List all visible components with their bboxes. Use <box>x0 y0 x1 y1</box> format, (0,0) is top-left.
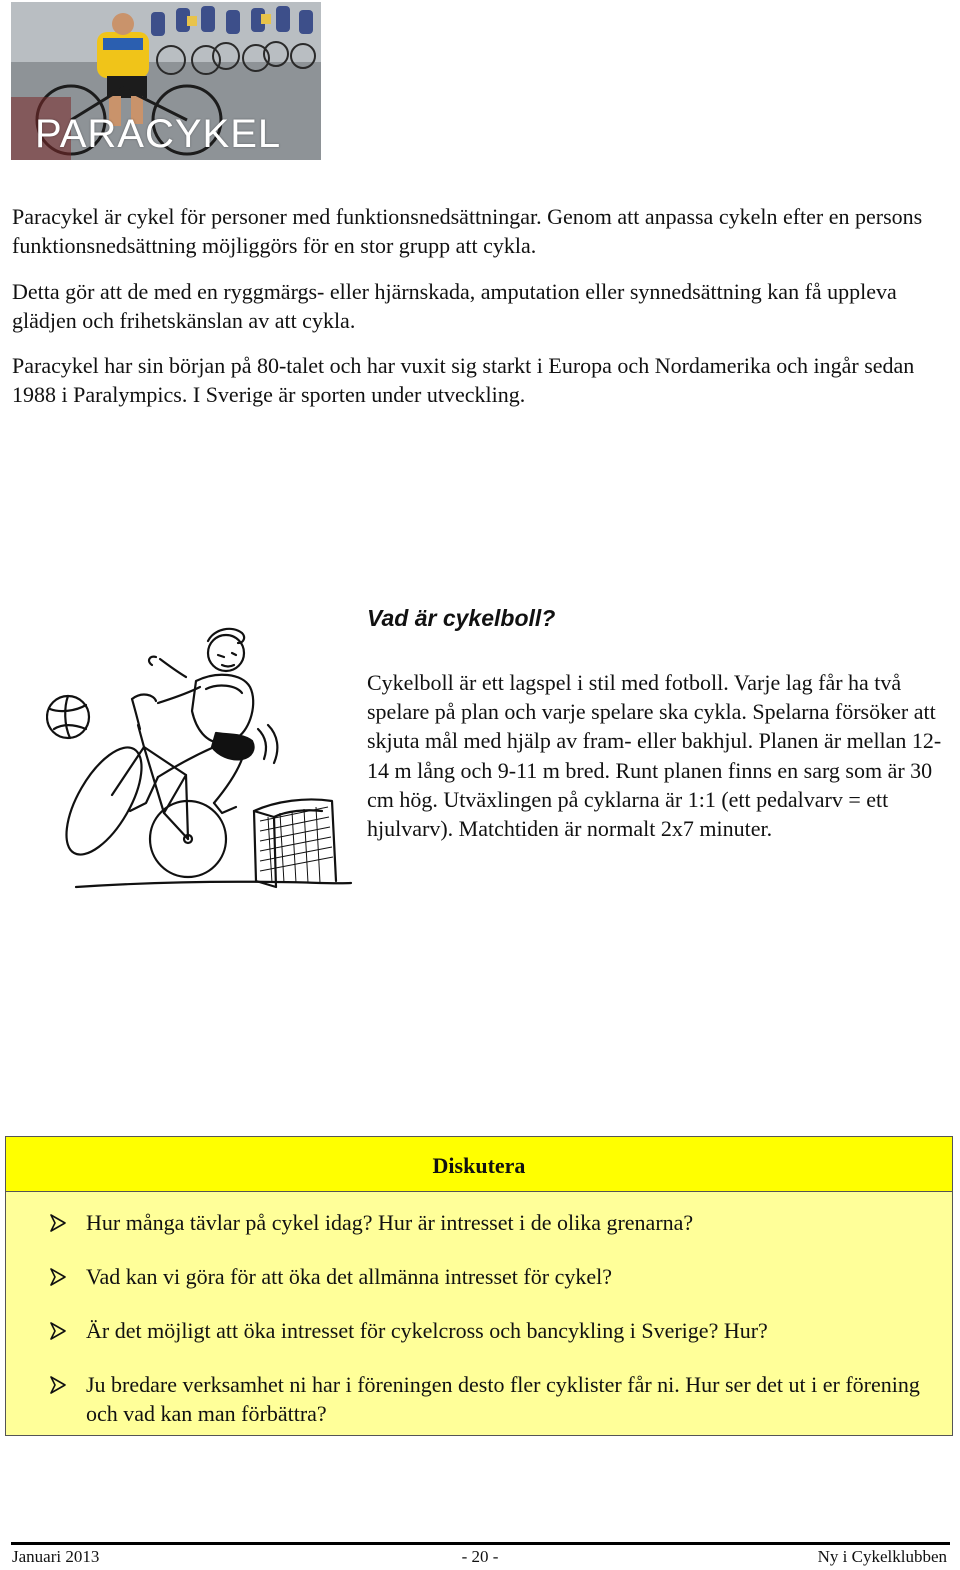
paracykel-logo-text: PARACYKEL <box>35 112 282 156</box>
discussion-box <box>5 1136 953 1436</box>
footer-publication-title: Ny i Cykelklubben <box>817 1547 947 1566</box>
discussion-question-1: Hur många tävlar på cykel idag? Hur är intresset i de olika grenarna? <box>86 1210 694 1235</box>
arrow-bullet-icon <box>50 1316 70 1345</box>
discussion-question-4: Ju bredare verksamhet ni har i föreningen desto fler cyklister får ni. Hur ser det ut i er förening och vad kan man förbättra? <box>86 1372 920 1426</box>
arrow-bullet-icon <box>50 1262 70 1291</box>
footer-divider <box>11 1542 950 1545</box>
discussion-heading: Diskutera <box>6 1137 952 1192</box>
arrow-bullet-icon <box>50 1370 70 1399</box>
intro-paragraph-2: Detta gör att de med en ryggmärgs- eller hjärnskada, amputation eller synnedsättning kan få uppleva glädjen och frihetskänslan av att cykla. <box>12 279 897 333</box>
cykelboll-description: Cykelboll är ett lagspel i stil med fotboll. Varje lag får ha två spelare på plan och varje spelare ska cykla. Spelarna försöker att skjuta mål med hjälp av fram- eller bakhjul. Planen är mellan 12-14 m lång och 9-11 m bred. Runt planen finns en sarg som är 30 cm hög. Utväxlingen på cyklarna är 1:1 (ett pedalvarv = ett hjulvarv). Matchtiden är normalt 2x7 minuter. <box>367 670 942 842</box>
cykelboll-cyclist-drawing <box>46 625 356 900</box>
intro-paragraph-1: Paracykel är cykel för personer med funktionsnedsättningar. Genom att anpassa cykeln efter en persons funktionsnedsättning möjliggörs för en stor grupp att cykla. <box>12 204 923 258</box>
paracykel-header-photo <box>11 2 321 160</box>
footer-date: Januari 2013 <box>12 1547 100 1566</box>
arrow-bullet-icon <box>50 1208 70 1237</box>
cykelboll-heading: Vad är cykelboll? <box>367 605 556 631</box>
discussion-question-2: Vad kan vi göra för att öka det allmänna intresset för cykel? <box>86 1264 612 1289</box>
discussion-question-3: Är det möjligt att öka intresset för cykelcross och bancykling i Sverige? Hur? <box>86 1318 768 1343</box>
footer-page-number: - 20 - <box>461 1547 499 1566</box>
intro-paragraph-3: Paracykel har sin början på 80-talet och har vuxit sig starkt i Europa och Nordamerika och ingår sedan 1988 i Paralympics. I Sverige är sporten under utveckling. <box>12 353 915 407</box>
